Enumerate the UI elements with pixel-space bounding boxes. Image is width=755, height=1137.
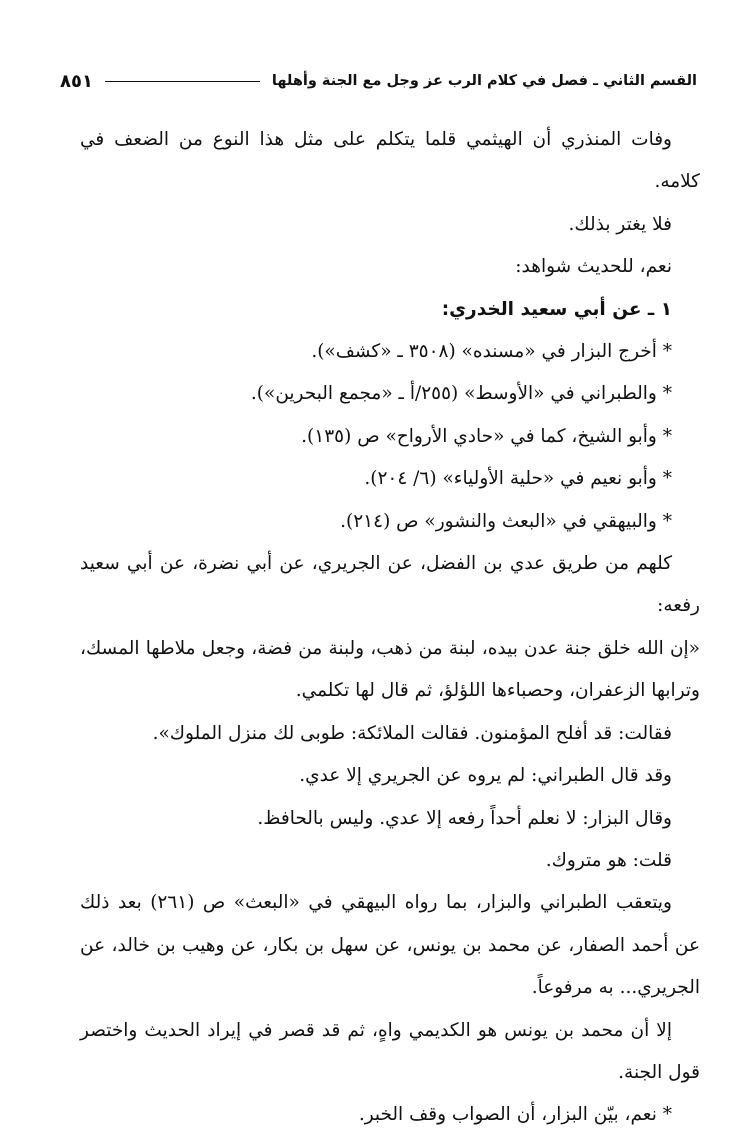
page-number: ٨٥١ [60,70,93,92]
source-list-item: * وأبو نعيم في «حلية الأولياء» (٦/ ٢٠٤). [364,468,672,490]
header-rule [105,81,260,82]
source-list-item: * والطبراني في «الأوسط» (٢٥٥/أ ـ «مجمع البحرين»). [250,383,672,405]
paragraph: وقد قال الطبراني: لم يروه عن الجريري إلا عدي. [299,765,672,787]
header-title: القسم الثاني ـ فصل في كلام الرب عز وجل مع الجنة وأهلها [271,73,697,89]
running-header [60,64,697,98]
paragraph: قلت: هو متروك. [545,849,672,871]
paragraph: وقال البزار: لا نعلم أحداً رفعه إلا عدي. وليس بالحافظ. [257,807,672,829]
source-list-item: * نعم، بيّن البزار، أن الصواب وقف الخبر. [358,1104,672,1126]
source-list-item: * والبيهقي في «البعث والنشور» ص (٢١٤). [340,510,672,532]
paragraph: نعم، للحديث شواهد: [515,256,672,278]
body-text [80,119,700,1137]
hadith-quote: «إن الله خلق جنة عدن بيده، لبنة من ذهب، ولبنة من فضة، وجعل ملاطها المسك، وترابها الزعفران، وحصباءها اللؤلؤ، ثم قال لها تكلمي. [80,637,700,702]
hadith-quote: فقالت: قد أفلح المؤمنون. فقالت الملائكة: طوبى لك منزل الملوك». [152,722,672,744]
source-list-item: * وأبو الشيخ، كما في «حادي الأرواح» ص (١٣٥). [301,425,672,447]
paragraph: فلا يغتر بذلك. [568,213,672,235]
paragraph: إلا أن محمد بن يونس هو الكديمي واهٍ، ثم قد قصر في إيراد الحديث واختصر قول الجنة. [80,1019,700,1083]
section-heading: ١ ـ عن أبي سعيد الخدري: [441,298,672,320]
paragraph: وفات المنذري أن الهيثمي قلما يتكلم على مثل هذا النوع من الضعف في كلامه. [80,129,700,193]
source-list-item: * أخرج البزار في «مسنده» (٣٥٠٨ ـ «كشف»). [311,341,672,363]
paragraph: ويتعقب الطبراني والبزار، بما رواه البيهقي في «البعث» ص (٢٦١) بعد ذلك عن أحمد الصفار، عن محمد بن يونس، عن سهل بن بكار، عن وهيب بن خالد، عن الجريري... به مرفوعاً. [80,892,701,999]
paragraph: كلهم من طريق عدي بن الفضل، عن الجريري، عن أبي نضرة، عن أبي سعيد رفعه: [80,553,700,617]
